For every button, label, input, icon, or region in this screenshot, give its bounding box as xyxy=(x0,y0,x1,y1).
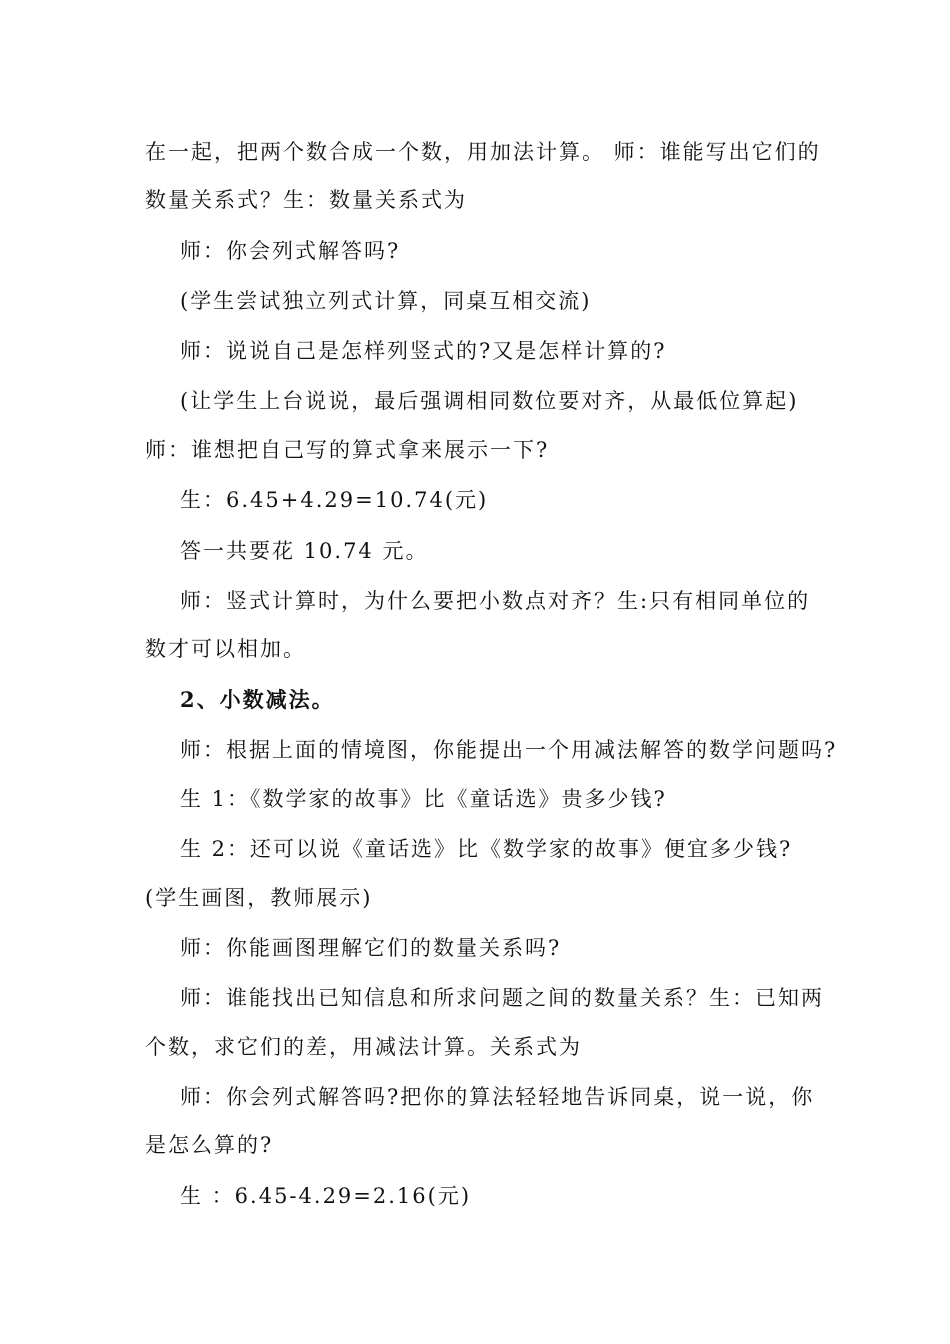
paragraph-line: 个数，求它们的差，用减法计算。关系式为 xyxy=(145,1035,582,1059)
paragraph-line: 师：你会列式解答吗? xyxy=(180,239,401,263)
paragraph-line: (让学生上台说说，最后强调相同数位要对齐，从最低位算起) xyxy=(180,389,799,413)
paragraph-line: 师：谁能找出已知信息和所求问题之间的数量关系？生：已知两 xyxy=(180,986,824,1010)
paragraph-line: 师：说说自己是怎样列竖式的?又是怎样计算的? xyxy=(180,339,667,363)
paragraph-line: (学生画图，教师展示) xyxy=(145,886,373,910)
paragraph-line: 是怎么算的? xyxy=(145,1133,274,1157)
paragraph-line: 生 2：还可以说《童话选》比《数学家的故事》便宜多少钱? xyxy=(180,837,793,861)
paragraph-line: 答一共要花 10.74 元。 xyxy=(180,539,429,563)
paragraph-line: (学生尝试独立列式计算，同桌互相交流) xyxy=(180,289,592,313)
section-heading: 2、小数减法。 xyxy=(180,687,335,712)
paragraph-line: 生 ：6.45-4.29=2.16(元) xyxy=(180,1184,472,1208)
paragraph-line: 师：你能画图理解它们的数量关系吗? xyxy=(180,936,562,960)
paragraph-line: 在一起，把两个数合成一个数，用加法计算。 师：谁能写出它们的 xyxy=(145,140,821,164)
paragraph-line: 生 1：《数学家的故事》比《童话选》贵多少钱? xyxy=(180,787,667,811)
paragraph-line: 生：6.45+4.29=10.74(元) xyxy=(180,488,489,512)
paragraph-line: 师：根据上面的情境图，你能提出一个用减法解答的数学问题吗? xyxy=(180,738,838,762)
paragraph-line: 师：竖式计算时，为什么要把小数点对齐？生:只有相同单位的 xyxy=(180,589,811,613)
paragraph-line: 数量关系式？生：数量关系式为 xyxy=(145,188,467,212)
paragraph-line: 数才可以相加。 xyxy=(145,637,306,661)
paragraph-line: 师：谁想把自己写的算式拿来展示一下? xyxy=(145,438,550,462)
paragraph-line: 师：你会列式解答吗?把你的算法轻轻地告诉同桌，说一说，你 xyxy=(180,1085,815,1109)
